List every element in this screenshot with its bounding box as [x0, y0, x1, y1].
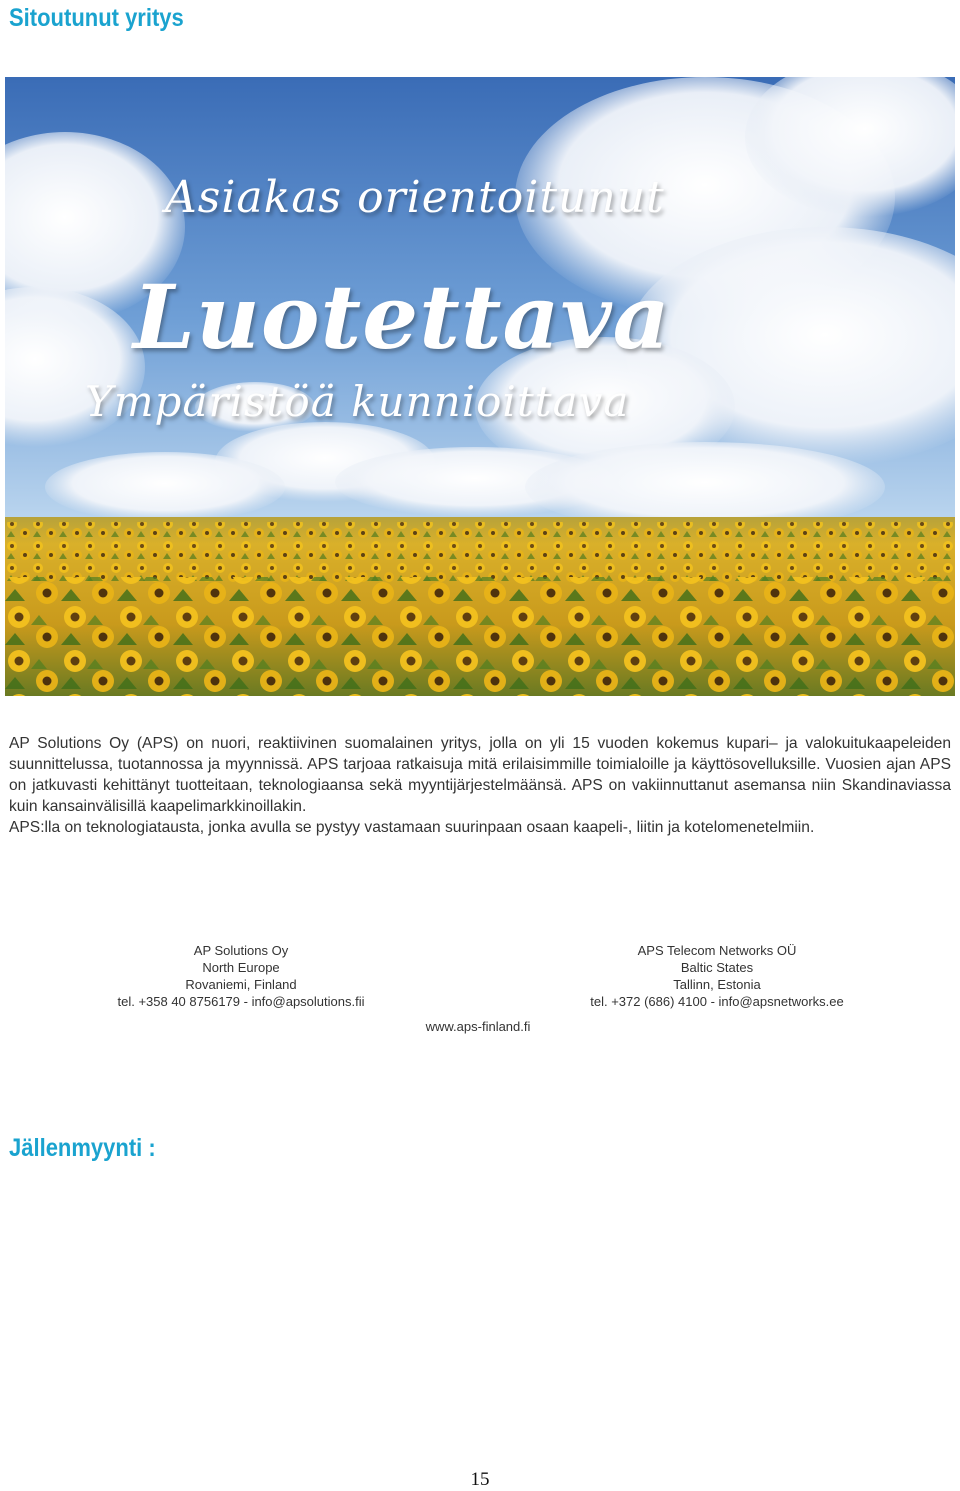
page-title: Sitoutunut yritys [9, 4, 184, 32]
hero-tagline-3: Ympäristöä kunnioittava [85, 377, 630, 426]
hero-tagline-2: Luotettava [133, 265, 671, 369]
company-description [9, 733, 951, 838]
contact-company: AP Solutions Oy [193, 943, 289, 958]
contact-company: APS Telecom Networks OÜ [637, 943, 797, 958]
contact-phone-email: tel. +358 40 8756179 - info@apsolutions.fii [117, 994, 365, 1009]
contact-city: Tallinn, Estonia [673, 977, 761, 992]
contact-block-estonia [570, 942, 864, 1010]
resellers-heading: Jällenmyynti : [9, 1134, 156, 1162]
page-number: 15 [470, 1469, 490, 1490]
contact-region: Baltic States [680, 960, 754, 975]
contact-block-finland [100, 942, 382, 1010]
contact-phone-email: tel. +372 (686) 4100 - info@apsnetworks.ee [590, 994, 844, 1009]
contact-region: North Europe [202, 960, 280, 975]
description-paragraph-1: AP Solutions Oy (APS) on nuori, reaktiivinen suomalainen yritys, jolla on yli 15 vuoden kokemus kupari– ja valokuitukaapeleiden suunnittelussa, tuotannossa ja myynnissä. APS tarjoaa ratkaisuja mitä erilaisimmille toimialoille ja käyttösovelluksille. Vuosien ajan APS on jatkuvasti kehittänyt tuotteitaan, teknologiaansa sekä myyntijärjestelmäänsä. APS on vakiinnuttanut asemansa niin Skandinaviassa kuin kansainvälisillä kaapelimarkkinoillakin. [9, 735, 951, 815]
hero-tagline-1: Asiakas orientoitunut [165, 172, 665, 223]
description-paragraph-2: APS:lla on teknologiatausta, jonka avulla se pystyy vastamaan suurinpaan osaan kaapeli-, liitin ja kotelomenetelmiin. [9, 819, 815, 836]
hero-image [5, 77, 955, 696]
contact-city: Rovaniemi, Finland [185, 977, 297, 992]
website-link[interactable]: www.aps-finland.fi [425, 1019, 531, 1034]
